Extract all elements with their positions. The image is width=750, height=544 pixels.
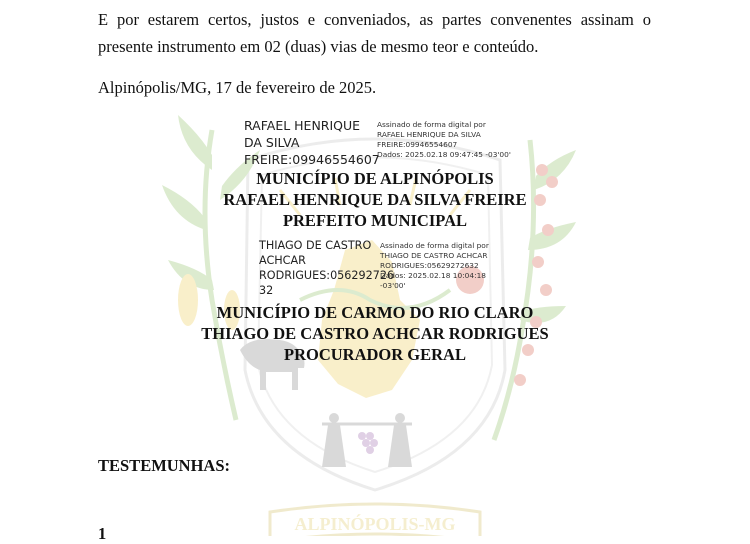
place-date: Alpinópolis/MG, 17 de fevereiro de 2025. [98,78,377,97]
grape-carriers [322,413,412,467]
signatory-block-1 [0,168,750,231]
sig1-detail-line: RAFAEL HENRIQUE DA SILVA [377,130,481,139]
sig2-name-line: THIAGO DE CASTRO [259,239,372,252]
sig2-name-line: 32 [259,284,274,297]
sig1-detail-line: Dados: 2025.02.18 09:47:45 -03'00' [377,150,511,159]
block2-role: PROCURADOR GERAL [284,345,466,364]
sig2-detail-line: -03'00' [380,281,406,290]
banner-text: ALPINÓPOLIS-MG [294,514,456,534]
sig2-name-line: RODRIGUES:056292726 [259,269,395,282]
digital-signature-name-1 [244,117,380,168]
witness-number: 1 [98,524,107,543]
digital-signature-details-2 [380,241,489,291]
sig1-detail-line: Assinado de forma digital por [377,120,486,129]
signatory-block-2 [0,302,750,365]
digital-signature-name-2 [259,238,394,298]
block1-entity: MUNICÍPIO DE ALPINÓPOLIS [256,169,494,188]
closing-paragraph: E por estarem certos, justos e conveniados, as partes convenentes assinam o presente instrumento em 02 (duas) vias de mesmo teor e conteúdo. [98,10,651,56]
block2-name: THIAGO DE CASTRO ACHCAR RODRIGUES [201,324,549,343]
sig2-detail-line: Dados: 2025.02.18 10:04:18 [380,271,486,280]
sig2-detail-line: RODRIGUES:05629272632 [380,261,479,270]
digital-signature-details-1 [377,120,511,160]
block1-name: RAFAEL HENRIQUE DA SILVA FREIRE [223,190,527,209]
sig1-name-line: RAFAEL HENRIQUE [244,118,361,133]
block2-entity: MUNICÍPIO DE CARMO DO RIO CLARO [216,303,534,322]
sig1-name-line: DA SILVA [244,135,300,150]
witnesses-heading: TESTEMUNHAS: [98,456,231,475]
sig1-name-line: FREIRE:09946554607 [244,152,380,167]
sig1-detail-line: FREIRE:09946554607 [377,140,458,149]
sig2-detail-line: Assinado de forma digital por [380,241,489,250]
sig2-name-line: ACHCAR [259,254,306,267]
sig2-detail-line: THIAGO DE CASTRO ACHCAR [380,251,488,260]
block1-role: PREFEITO MUNICIPAL [282,211,468,230]
